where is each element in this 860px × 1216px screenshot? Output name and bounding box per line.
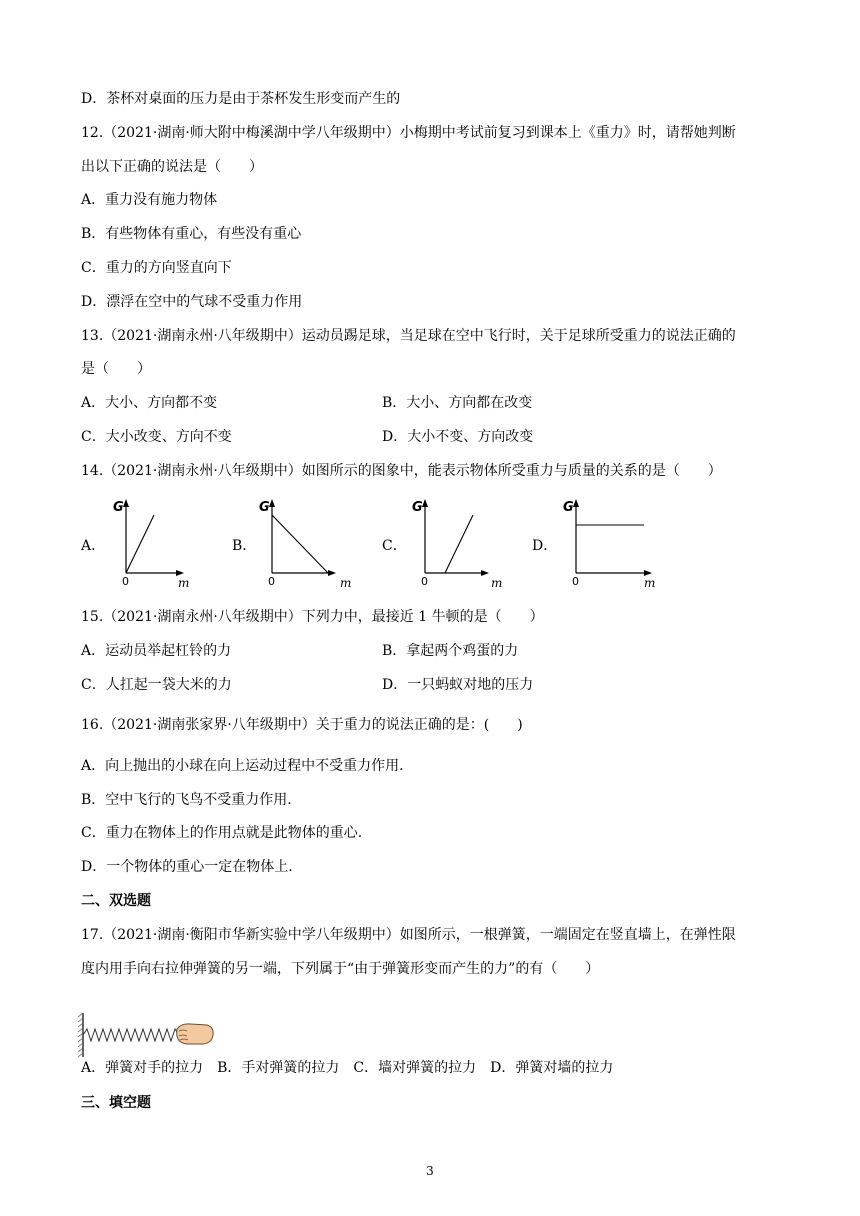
question-16-stem: 16.（2021·湖南张家界·八年级期中）关于重力的说法正确的是：( ) <box>81 717 523 733</box>
graph-a-axis-y: G <box>113 500 124 515</box>
question-16-option-b: B．空中飞行的飞鸟不受重力作用. <box>81 792 292 808</box>
question-13-option-a: A．大小、方向都不变 <box>81 395 218 411</box>
question-14-option-d-label: D． <box>532 538 558 554</box>
question-12-option-c: C．重力的方向竖直向下 <box>81 260 232 276</box>
question-12-stem-line2: 出以下正确的说法是（ ） <box>81 159 263 175</box>
graph-d-axis-x: m <box>644 576 656 590</box>
question-15-option-b: B．拿起两个鸡蛋的力 <box>382 643 519 659</box>
graph-d-axis-y: G <box>563 500 574 515</box>
graph-a-origin: 0 <box>122 575 129 588</box>
graph-b-origin: 0 <box>268 575 275 588</box>
question-17-stem-line1: 17.（2021·湖南·衡阳市华新实验中学八年级期中）如图所示，一根弹簧，一端固定在竖直墙上，在弹性限 <box>81 927 736 943</box>
section-heading-double-choice: 二、双选题 <box>81 893 151 909</box>
question-11-option-d: D．茶杯对桌面的压力是由于茶杯发生形变而产生的 <box>81 91 401 107</box>
question-13-option-d: D．大小不变、方向改变 <box>382 429 534 445</box>
graph-d <box>562 497 662 589</box>
question-12-option-a: A．重力没有施力物体 <box>81 192 218 208</box>
question-14-option-b-label: B． <box>232 538 257 554</box>
graph-a <box>112 497 192 589</box>
spring-wall-hand-figure <box>77 1013 217 1057</box>
graph-b-axis-y: G <box>259 500 270 515</box>
graph-b <box>258 497 352 590</box>
question-15-option-d: D．一只蚂蚁对地的压力 <box>382 677 534 693</box>
question-13-stem-line2: 是（ ） <box>81 361 151 377</box>
question-13-stem-line1: 13.（2021·湖南永州·八年级期中）运动员踢足球，当足球在空中飞行时，关于足球所受重力的说法正确的 <box>81 328 736 344</box>
question-15-stem: 15.（2021·湖南永州·八年级期中）下列力中，最接近 1 牛顿的是（ ） <box>81 609 544 625</box>
question-15-option-a: A．运动员举起杠铃的力 <box>81 643 232 659</box>
page-number: 3 <box>426 1164 434 1178</box>
question-16-option-c: C．重力在物体上的作用点就是此物体的重心. <box>81 825 363 841</box>
graph-b-axis-x: m <box>340 576 352 590</box>
question-12-stem-line1: 12.（2021·湖南·师大附中梅溪湖中学八年级期中）小梅期中考试前复习到课本上《重力》时，请帮她判断 <box>81 125 736 141</box>
graph-a-axis-x: m <box>178 576 190 590</box>
section-heading-fill-in: 三、填空题 <box>81 1095 151 1111</box>
question-14-option-a-label: A． <box>81 538 106 554</box>
graph-c-axis-y: G <box>412 500 423 515</box>
question-15-option-c: C．人扛起一袋大米的力 <box>81 677 232 693</box>
graph-c <box>411 497 501 589</box>
question-17-stem-line2: 度内用手向右拉伸弹簧的另一端，下列属于“由于弹簧形变而产生的力”的有（ ） <box>81 961 600 977</box>
question-13-option-b: B．大小、方向都在改变 <box>382 395 533 411</box>
question-12-option-b: B．有些物体有重心，有些没有重心 <box>81 226 302 242</box>
question-14-option-c-label: C． <box>382 538 407 554</box>
graph-d-origin: 0 <box>572 575 579 588</box>
graph-c-axis-x: m <box>491 576 503 590</box>
question-17-options: A．弹簧对手的拉力 B．手对弹簧的拉力 C．墙对弹簧的拉力 D．弹簧对墙的拉力 <box>81 1060 614 1076</box>
question-12-option-d: D．漂浮在空中的气球不受重力作用 <box>81 294 303 310</box>
graph-c-origin: 0 <box>421 575 428 588</box>
question-16-option-a: A．向上抛出的小球在向上运动过程中不受重力作用. <box>81 758 404 774</box>
question-16-option-d: D．一个物体的重心一定在物体上. <box>81 859 293 875</box>
question-14-stem: 14.（2021·湖南永州·八年级期中）如图所示的图象中，能表示物体所受重力与质量的关系的是（ ） <box>81 463 722 479</box>
question-13-option-c: C．大小改变、方向不变 <box>81 429 232 445</box>
